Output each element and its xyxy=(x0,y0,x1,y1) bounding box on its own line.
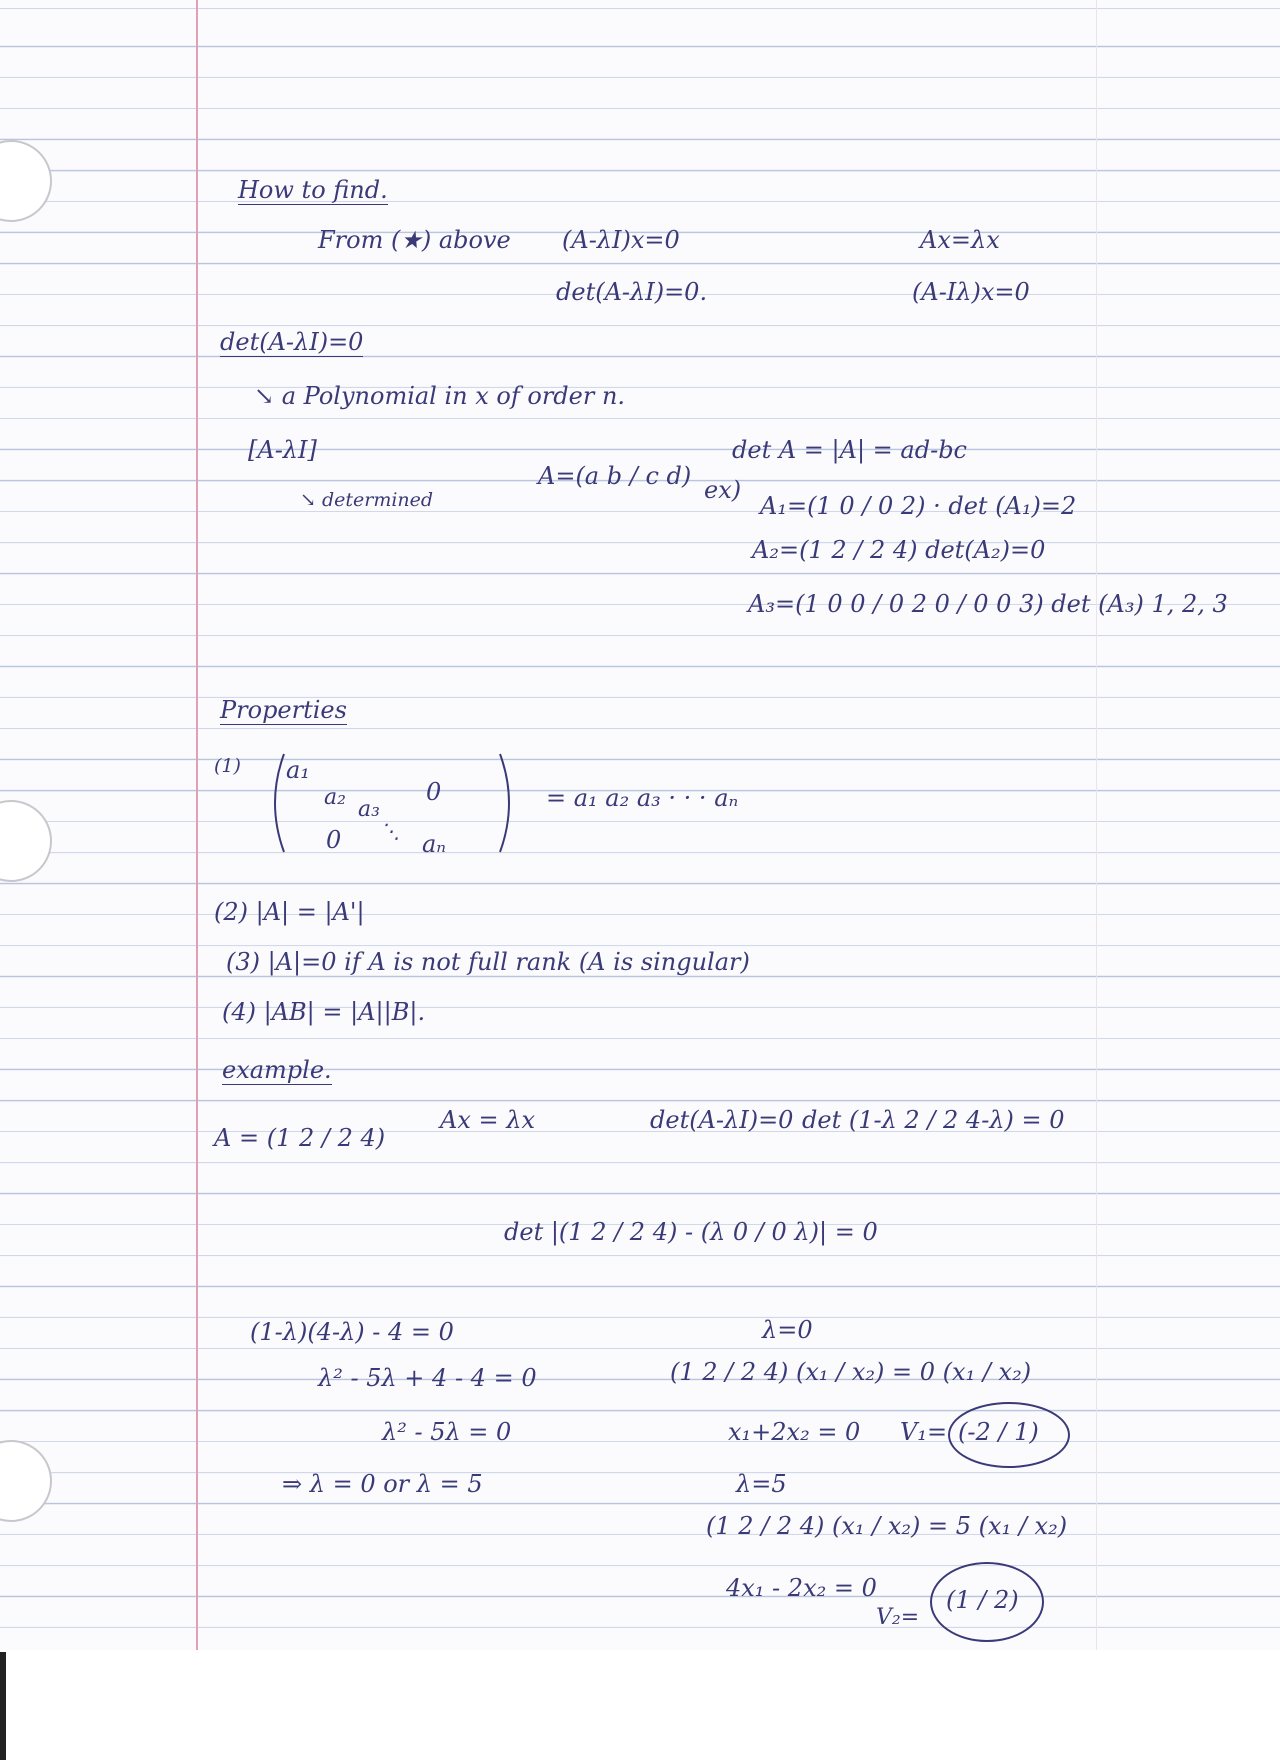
property-1-result: = a₁ a₂ a₃ · · · aₙ xyxy=(546,784,739,812)
equation-lambda-five: 4x₁ - 2x₂ = 0 xyxy=(726,1574,877,1602)
example-a1: A₁=(1 0 / 0 2) · det (A₁)=2 xyxy=(760,492,1077,520)
entry-zero-lower: 0 xyxy=(326,826,342,854)
determined-note: ↘ determined xyxy=(300,489,434,511)
how-title: How to find. xyxy=(238,176,388,204)
bracket-matrix: [A-λI] xyxy=(248,436,317,464)
det-formula: det A = |A| = ad-bc xyxy=(732,436,967,464)
diagonal-matrix xyxy=(262,748,522,858)
polynomial-note: ↘ a Polynomial in x of order n. xyxy=(254,382,626,410)
example-eigen-eq: Ax = λx xyxy=(440,1106,535,1134)
v2-label: V₂= xyxy=(876,1605,920,1630)
entry-dots: ⋱ xyxy=(380,819,400,843)
equation-lambda-zero: x₁+2x₂ = 0 xyxy=(728,1418,861,1446)
eq-homogeneous: (A-λI)x=0 xyxy=(562,226,680,254)
lambda-zero: λ=0 xyxy=(762,1316,813,1344)
entry-a1: a₁ xyxy=(286,756,310,784)
example-det-expanded: det (1-λ 2 / 2 4-λ) = 0 xyxy=(802,1106,1065,1134)
step-3: λ² - 5λ = 0 xyxy=(382,1418,512,1446)
example-det-eq: det(A-λI)=0 xyxy=(650,1106,794,1134)
example-matrix: A = (1 2 / 2 4) xyxy=(214,1124,386,1152)
margin-line-right xyxy=(1096,0,1097,1650)
system-lambda-zero: (1 2 / 2 4) (x₁ / x₂) = 0 (x₁ / x₂) xyxy=(670,1358,1032,1386)
property-4: (4) |AB| = |A||B|. xyxy=(222,998,426,1026)
eq-eigen-rearranged: (A-Iλ)x=0 xyxy=(912,278,1030,306)
v2-vector: (1 / 2) xyxy=(946,1586,1019,1614)
properties-heading: Properties xyxy=(220,696,347,724)
det-heading: det(A-λI)=0 xyxy=(220,328,364,356)
entry-a2: a₂ xyxy=(324,785,346,810)
punch-hole xyxy=(0,1440,52,1522)
v1-label: V₁= xyxy=(900,1418,948,1446)
entry-a3: a₃ xyxy=(358,797,380,822)
from-above: From (★) above xyxy=(318,226,511,254)
example-heading: example. xyxy=(222,1056,332,1084)
property-2: (2) |A| = |A'| xyxy=(214,898,365,926)
example-a2: A₂=(1 2 / 2 4) det(A₂)=0 xyxy=(752,536,1046,564)
punch-hole xyxy=(0,140,52,222)
eq-eigen: Ax=λx xyxy=(920,226,1000,254)
entry-zero-upper: 0 xyxy=(426,778,442,806)
property-1-label: (1) xyxy=(214,755,241,777)
lambda-five: λ=5 xyxy=(736,1470,787,1498)
entry-an: aₙ xyxy=(422,830,447,858)
example-a3: A₃=(1 0 0 / 0 2 0 / 0 0 3) det (A₃) 1, 2, 3 xyxy=(748,590,1228,618)
ex-label: ex) xyxy=(704,476,742,504)
step-1: (1-λ)(4-λ) - 4 = 0 xyxy=(250,1318,454,1346)
scan-edge xyxy=(0,1652,6,1760)
scan-background xyxy=(0,1650,1280,1760)
general-matrix: A=(a b / c d) xyxy=(538,462,692,490)
system-lambda-five: (1 2 / 2 4) (x₁ / x₂) = 5 (x₁ / x₂) xyxy=(706,1512,1068,1540)
property-3: (3) |A|=0 if A is not full rank (A is singular) xyxy=(226,948,750,976)
example-det-difference: det |(1 2 / 2 4) - (λ 0 / 0 λ)| = 0 xyxy=(504,1218,878,1246)
eq-characteristic: det(A-λI)=0. xyxy=(556,278,708,306)
v1-vector: (-2 / 1) xyxy=(958,1418,1039,1446)
margin-line xyxy=(196,0,198,1650)
step-4: ⇒ λ = 0 or λ = 5 xyxy=(282,1470,483,1498)
step-2: λ² - 5λ + 4 - 4 = 0 xyxy=(318,1364,537,1392)
punch-hole xyxy=(0,800,52,882)
